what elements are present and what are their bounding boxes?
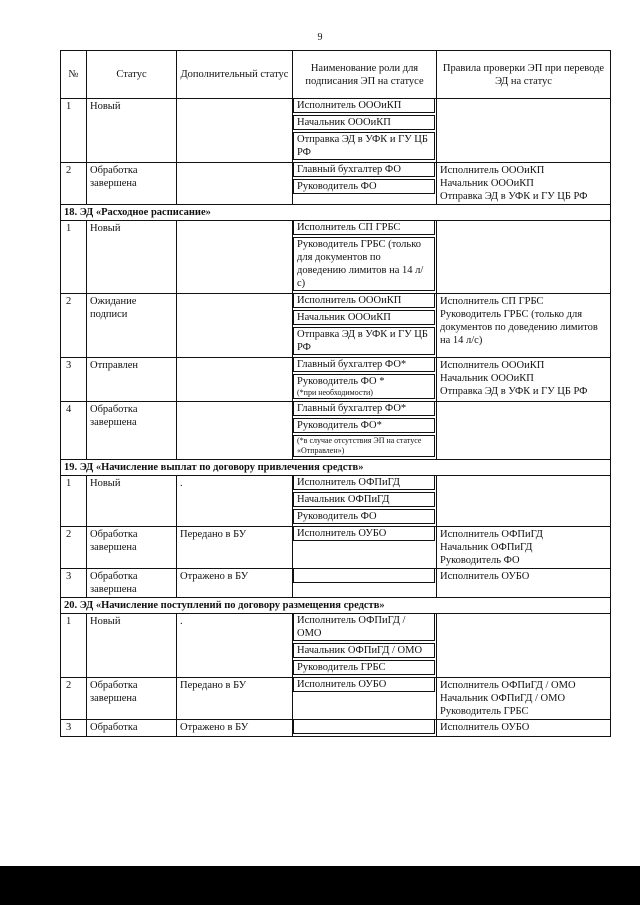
role-label: Руководитель ФО <box>297 511 377 522</box>
role-label: Руководитель ФО* <box>297 420 382 431</box>
row-extra-status: Передано в БУ <box>177 527 293 569</box>
header-role: Наименование роли для подписания ЭП на статусе <box>293 51 437 99</box>
page-number: 9 <box>317 32 323 43</box>
role-label: Исполнитель ОУБО <box>297 679 387 690</box>
role-item <box>293 237 435 291</box>
row-status: Отправлен <box>87 358 177 402</box>
row-number: 2 <box>61 294 87 358</box>
row-number: 2 <box>61 527 87 569</box>
row-number: 2 <box>61 163 87 205</box>
row-extra-status: Отражено в БУ <box>177 720 293 737</box>
row-status: Ожидание подписи <box>87 294 177 358</box>
row-extra-status: Передано в БУ <box>177 678 293 720</box>
row-extra-status: . <box>177 476 293 527</box>
row-number: 1 <box>61 476 87 527</box>
role-item <box>293 310 435 325</box>
row-extra-status: . <box>177 614 293 678</box>
rule-item: Руководитель ГРБС <box>440 706 529 717</box>
role-item <box>293 179 435 194</box>
section-title: 20. ЭД «Начисление поступлений по договору размещения средств» <box>61 598 611 614</box>
role-item <box>293 476 435 490</box>
role-label: Начальник ОООиКП <box>297 312 391 323</box>
row-extra-status <box>177 402 293 460</box>
table-row <box>61 402 611 460</box>
table-row <box>61 720 611 737</box>
role-item <box>293 374 435 399</box>
role-item <box>293 678 435 692</box>
row-status: Новый <box>87 476 177 527</box>
role-item <box>293 509 435 524</box>
row-extra-status <box>177 221 293 294</box>
rule-item: Руководитель ГРБС (только для документов по доведению лимитов на 14 л/с) <box>440 309 598 346</box>
role-label: Руководитель ФО * <box>297 376 385 387</box>
row-number: 2 <box>61 678 87 720</box>
row-roles <box>293 163 437 205</box>
rule-item: Начальник ОФПиГД <box>440 542 533 553</box>
row-number: 3 <box>61 569 87 598</box>
rule-item: Начальник ОФПиГД / ОМО <box>440 693 566 704</box>
row-roles <box>293 569 437 598</box>
row-rules <box>437 476 611 527</box>
header-status: Статус <box>87 51 177 99</box>
row-rules <box>437 402 611 460</box>
row-roles <box>293 402 437 460</box>
section-title: 18. ЭД «Расходное расписание» <box>61 205 611 221</box>
row-status: Обработка завершена <box>87 163 177 205</box>
row-status: Новый <box>87 614 177 678</box>
rule-item: Отправка ЭД в УФК и ГУ ЦБ РФ <box>440 386 588 397</box>
row-number: 1 <box>61 221 87 294</box>
rule-item: Исполнитель СП ГРБС <box>440 296 544 307</box>
role-item <box>293 527 435 541</box>
row-extra-status <box>177 358 293 402</box>
row-extra-status <box>177 163 293 205</box>
role-label: Исполнитель ОУБО <box>297 528 387 539</box>
row-roles <box>293 476 437 527</box>
table-row <box>61 358 611 402</box>
row-roles <box>293 720 437 737</box>
row-rules <box>437 720 611 737</box>
row-status: Обработка <box>87 720 177 737</box>
table-row <box>61 163 611 205</box>
role-label: Главный бухгалтер ФО* <box>297 403 407 414</box>
role-item <box>293 402 435 416</box>
row-number: 3 <box>61 720 87 737</box>
rule-item: Исполнитель ОУБО <box>440 571 530 582</box>
signature-rules-table <box>60 50 611 737</box>
role-item <box>293 492 435 507</box>
table-row <box>61 476 611 527</box>
role-label: Исполнитель ОФПиГД <box>297 477 400 488</box>
role-item <box>293 327 435 355</box>
role-label: Руководитель ГРБС <box>297 662 386 673</box>
row-rules <box>437 678 611 720</box>
role-note: (*в случае отсутствия ЭП на статусе «Отправлен») <box>297 436 422 455</box>
row-roles <box>293 294 437 358</box>
role-note: (*при необходимости) <box>297 388 373 397</box>
row-status: Обработка завершена <box>87 527 177 569</box>
role-label: Руководитель ФО <box>297 181 377 192</box>
row-rules <box>437 527 611 569</box>
row-rules <box>437 221 611 294</box>
row-roles <box>293 678 437 720</box>
header-num: № <box>61 51 87 99</box>
section-row <box>61 460 611 476</box>
role-item <box>293 720 435 734</box>
rule-item: Начальник ОООиКП <box>440 178 534 189</box>
row-roles <box>293 221 437 294</box>
role-label: Исполнитель СП ГРБС <box>297 222 401 233</box>
row-status: Новый <box>87 99 177 163</box>
rule-item: Исполнитель ОФПиГД <box>440 529 543 540</box>
role-label: Начальник ОФПиГД / ОМО <box>297 645 423 656</box>
table-row <box>61 221 611 294</box>
role-item <box>293 163 435 177</box>
row-extra-status <box>177 99 293 163</box>
row-extra-status: Отражено в БУ <box>177 569 293 598</box>
role-label: Руководитель ГРБС (только для документов по доведению лимитов на 14 л/с) <box>297 239 424 289</box>
row-status: Новый <box>87 221 177 294</box>
row-number: 1 <box>61 614 87 678</box>
section-row <box>61 598 611 614</box>
role-item <box>293 294 435 308</box>
row-roles <box>293 99 437 163</box>
row-rules <box>437 358 611 402</box>
row-status: Обработка завершена <box>87 402 177 460</box>
section-row <box>61 205 611 221</box>
row-status: Обработка завершена <box>87 678 177 720</box>
role-label: Начальник ОФПиГД <box>297 494 390 505</box>
row-status: Обработка завершена <box>87 569 177 598</box>
rule-item: Исполнитель ОФПиГД / ОМО <box>440 680 576 691</box>
header-rules: Правила проверки ЭП при переводе ЭД на статус <box>437 51 611 99</box>
row-rules <box>437 163 611 205</box>
section-title: 19. ЭД «Начисление выплат по договору привлечения средств» <box>61 460 611 476</box>
row-roles <box>293 614 437 678</box>
role-item <box>293 435 435 457</box>
rule-item: Исполнитель ОООиКП <box>440 165 545 176</box>
row-number: 3 <box>61 358 87 402</box>
header-extra-status: Дополнительный статус <box>177 51 293 99</box>
rule-item: Исполнитель ОУБО <box>440 722 530 733</box>
row-rules <box>437 614 611 678</box>
row-rules <box>437 99 611 163</box>
role-item <box>293 660 435 675</box>
table-row <box>61 614 611 678</box>
row-roles <box>293 527 437 569</box>
row-rules <box>437 569 611 598</box>
row-number: 1 <box>61 99 87 163</box>
scan-bottom-border <box>0 866 640 905</box>
rule-item: Отправка ЭД в УФК и ГУ ЦБ РФ <box>440 191 588 202</box>
row-rules <box>437 294 611 358</box>
role-label: Исполнитель ОООиКП <box>297 100 402 111</box>
table-row <box>61 99 611 163</box>
role-label: Отправка ЭД в УФК и ГУ ЦБ РФ <box>297 134 428 158</box>
table-row <box>61 527 611 569</box>
role-item <box>293 643 435 658</box>
role-label: Главный бухгалтер ФО* <box>297 359 407 370</box>
role-item <box>293 569 435 583</box>
table-row <box>61 294 611 358</box>
role-item <box>293 358 435 372</box>
row-number: 4 <box>61 402 87 460</box>
role-item <box>293 614 435 641</box>
table-header-row <box>61 51 611 99</box>
role-item <box>293 132 435 160</box>
role-label: Начальник ОООиКП <box>297 117 391 128</box>
table-row <box>61 569 611 598</box>
role-label: Исполнитель ОООиКП <box>297 295 402 306</box>
table-row <box>61 678 611 720</box>
role-label: Главный бухгалтер ФО <box>297 164 401 175</box>
rule-item: Исполнитель ОООиКП <box>440 360 545 371</box>
role-label: Отправка ЭД в УФК и ГУ ЦБ РФ <box>297 329 428 353</box>
rule-item: Начальник ОООиКП <box>440 373 534 384</box>
role-item <box>293 221 435 235</box>
rule-item: Руководитель ФО <box>440 555 520 566</box>
row-extra-status <box>177 294 293 358</box>
role-label: Исполнитель ОФПиГД / ОМО <box>297 615 406 639</box>
role-item <box>293 115 435 130</box>
row-roles <box>293 358 437 402</box>
table-body <box>61 99 611 737</box>
role-item <box>293 418 435 433</box>
role-item <box>293 99 435 113</box>
